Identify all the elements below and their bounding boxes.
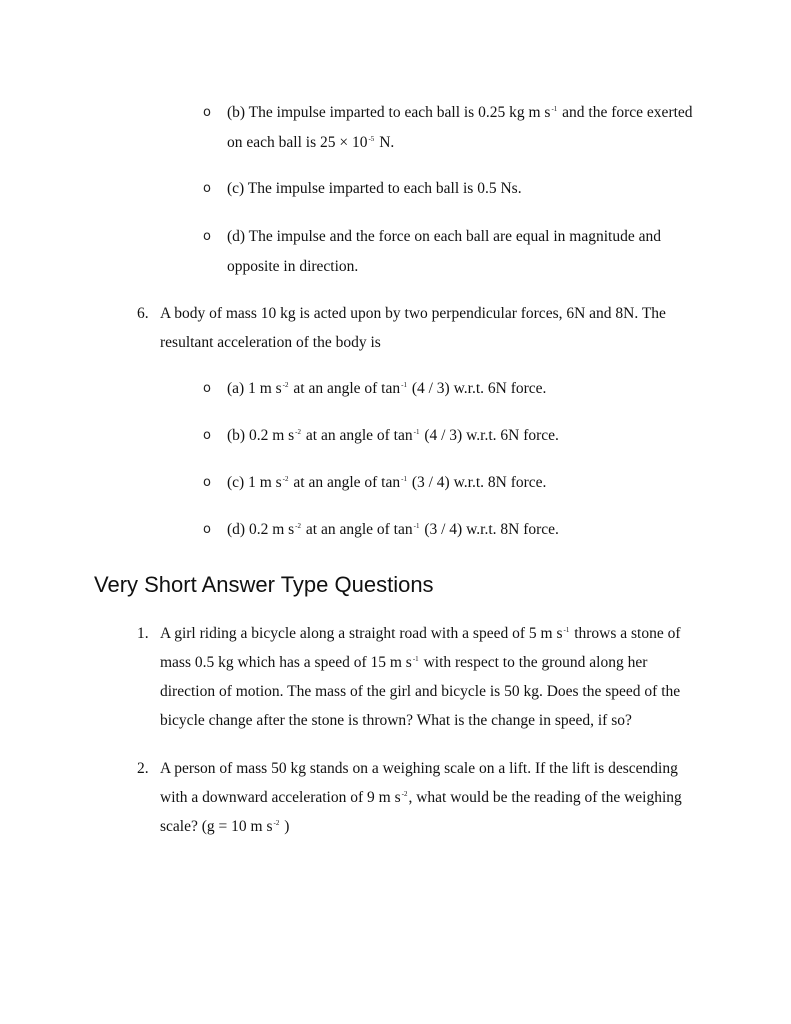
vsa-q1-line4: bicycle change after the stone is thrown? What is the change in speed, if so? [160, 712, 632, 729]
q6-option-c: (c) 1 m $s^{-2}$ at an angle of $\tan^{-1} (3 / 4)$ w.r.t. 8N force. [227, 474, 547, 491]
q5-option-d-line1: (d) The impulse and the force on each ball are equal in magnitude and [227, 228, 661, 245]
q6-option-a: (a) 1 m $s^{-2}$ at an angle of $\tan^{-1} (4 / 3)$ w.r.t. 6N force. [227, 380, 547, 397]
bullet-icon: o [203, 428, 211, 443]
vsa-q2-line1: A person of mass 50 kg stands on a weighing scale on a lift. If the lift is descending [160, 760, 678, 777]
bullet-icon: o [203, 181, 211, 196]
q5-option-d-line2: opposite in direction. [227, 258, 359, 275]
q5-option-b-line2: on each ball is $25 \times 10^{-5}$ N. [227, 134, 395, 151]
q6-text-line1: A body of mass 10 kg is acted upon by two perpendicular forces, 6N and 8N. The [160, 305, 666, 322]
bullet-icon: o [203, 105, 211, 120]
vsa-q2-line2: with a downward acceleration of 9 m $s^{-2}$, what would be the reading of the weighing [160, 789, 682, 806]
bullet-icon: o [203, 522, 211, 537]
q6-option-b: (b) 0.2 m $s^{-2}$ at an angle of $\tan^{-1} (4 / 3)$ w.r.t. 6N force. [227, 427, 559, 444]
bullet-icon: o [203, 381, 211, 396]
bullet-icon: o [203, 229, 211, 244]
vsa-q1-number: 1. [137, 625, 149, 642]
vsa-q2-line3: scale? (g = 10 m $s^{-2}$ ) [160, 818, 290, 835]
bullet-icon: o [203, 475, 211, 490]
q5-option-b-line1: (b) The impulse imparted to each ball is 0.25 kg m $s^{-1}$ and the force exerted [227, 104, 693, 121]
q6-option-d: (d) 0.2 m $s^{-2}$ at an angle of $\tan^{-1} (3 / 4)$ w.r.t. 8N force. [227, 521, 559, 538]
q6-text-line2: resultant acceleration of the body is [160, 334, 381, 351]
vsa-q1-line1: A girl riding a bicycle along a straight road with a speed of 5 m $s^{-1}$ throws a stone of [160, 625, 681, 642]
vsa-q1-line3: direction of motion. The mass of the girl and bicycle is 50 kg. Does the speed of the [160, 683, 681, 700]
vsa-q1-line2: mass 0.5 kg which has a speed of 15 m $s^{-1}$ with respect to the ground along her [160, 654, 648, 671]
vsa-q2-number: 2. [137, 760, 149, 777]
q6-number: 6. [137, 305, 149, 322]
section-heading: Very Short Answer Type Questions [94, 572, 434, 597]
q5-option-c: (c) The impulse imparted to each ball is 0.5 Ns. [227, 180, 522, 197]
